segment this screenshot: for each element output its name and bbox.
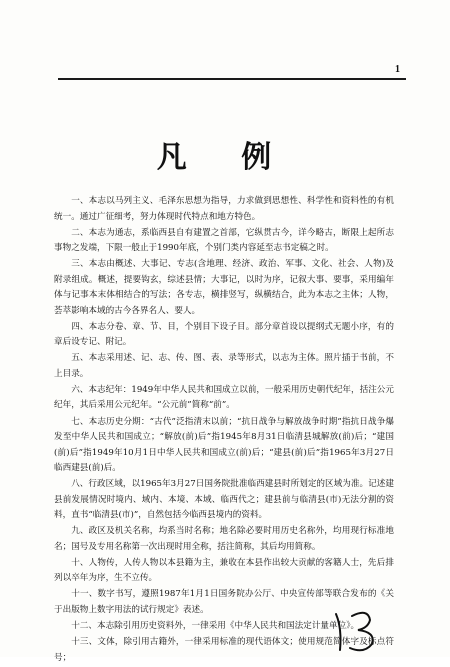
paragraph-2: 二、本志为通志，系临西县自有建置之首部，它纵贯古今，详今略古，断限上起所志事物之发端，下限一般止于1990年底，个别门类内容延至志书定稿之时。 xyxy=(54,227,394,254)
paragraph-8: 八、行政区域，以1965年3月27日国务院批准临西建县时所划定的区域为准。记述建县前发展情况时境内、域内、本境、本域、临西代之；建县前与临清县(市)无法分割的资料，直书“临清县(市)”，自然包括今临西县境内的资料。 xyxy=(54,479,394,521)
paragraph-4: 四、本志分卷、章、节、目，个别目下设子目。部分章首设以提纲式无题小序，有的章后设专记、附记。 xyxy=(54,321,394,348)
page-number: 1 xyxy=(395,64,400,75)
body-text xyxy=(54,194,394,667)
paragraph-9: 九、政区及机关名称，均系当时名称；地名除必要时用历史名称外，均用现行标准地名；国号及专用名称第一次出现时用全称，括注简称，其后均用简称。 xyxy=(54,526,394,552)
paragraph-1: 一、本志以马列主义、毛泽东思想为指导，力求做到思想性、科学性和资料性的有机统一。通过广征细考，努力体现时代特点和地方特色。 xyxy=(54,196,394,222)
handwritten-page-number xyxy=(328,606,418,654)
paragraph-3: 三、本志由概述、大事记、专志(含地理、经济、政治、军事、文化、社会、人物)及附录组成。概述，提要钩玄，综述县情；大事记，以时为序，记叙大事、要事，采用编年体与记事本末体相结合的写法；各专志，横排竖写，纵横结合，此为本志之主体；人物，荟萃影响本域的古今各界名人、要人。 xyxy=(54,259,394,316)
paragraph-11: 十一、数字书写，遵照1987年1月1日国务院办公厅、中央宣传部等联合发布的《关于出版物上数字用法的试行规定》表述。 xyxy=(54,589,394,615)
paragraph-10: 十、人物传，人传人物以本县籍为主，兼收在本县作出较大贡献的客籍人士，先后排列以卒年为序，生不立传。 xyxy=(54,557,394,584)
paragraph-6: 六、本志纪年：1949年中华人民共和国成立以前，一般采用历史朝代纪年，括注公元纪年，其后采用公元纪年。“公元前”简称“前”。 xyxy=(54,384,394,411)
paragraph-13: 十三、文体，除引用古籍外，一律采用标准的现代语体文；使用规范简体字及标点符号； xyxy=(54,637,394,663)
page-title: 凡 例 xyxy=(156,140,294,175)
header-rule xyxy=(58,78,406,80)
paragraph-5: 五、本志采用述、记、志、传、图、表、录等形式，以志为主体。照片插于书前，不上目录。 xyxy=(54,353,394,379)
paragraph-7: 七、本志历史分期：“古代”泛指清末以前；“抗日战争与解放战争时期”指抗日战争爆发至中华人民共和国成立；“解放(前)后”指1945年8月31日临清县城解放(前)后；“建国(前)后”指1949年10月1日中华人民共和国成立(前)后；“建县(前)后”指1965年3月27日临西建县(前)后。 xyxy=(54,416,394,474)
paragraph-12: 十二、本志除引用历史资料外，一律采用《中华人民共和国法定计量单位》。 xyxy=(71,621,360,632)
